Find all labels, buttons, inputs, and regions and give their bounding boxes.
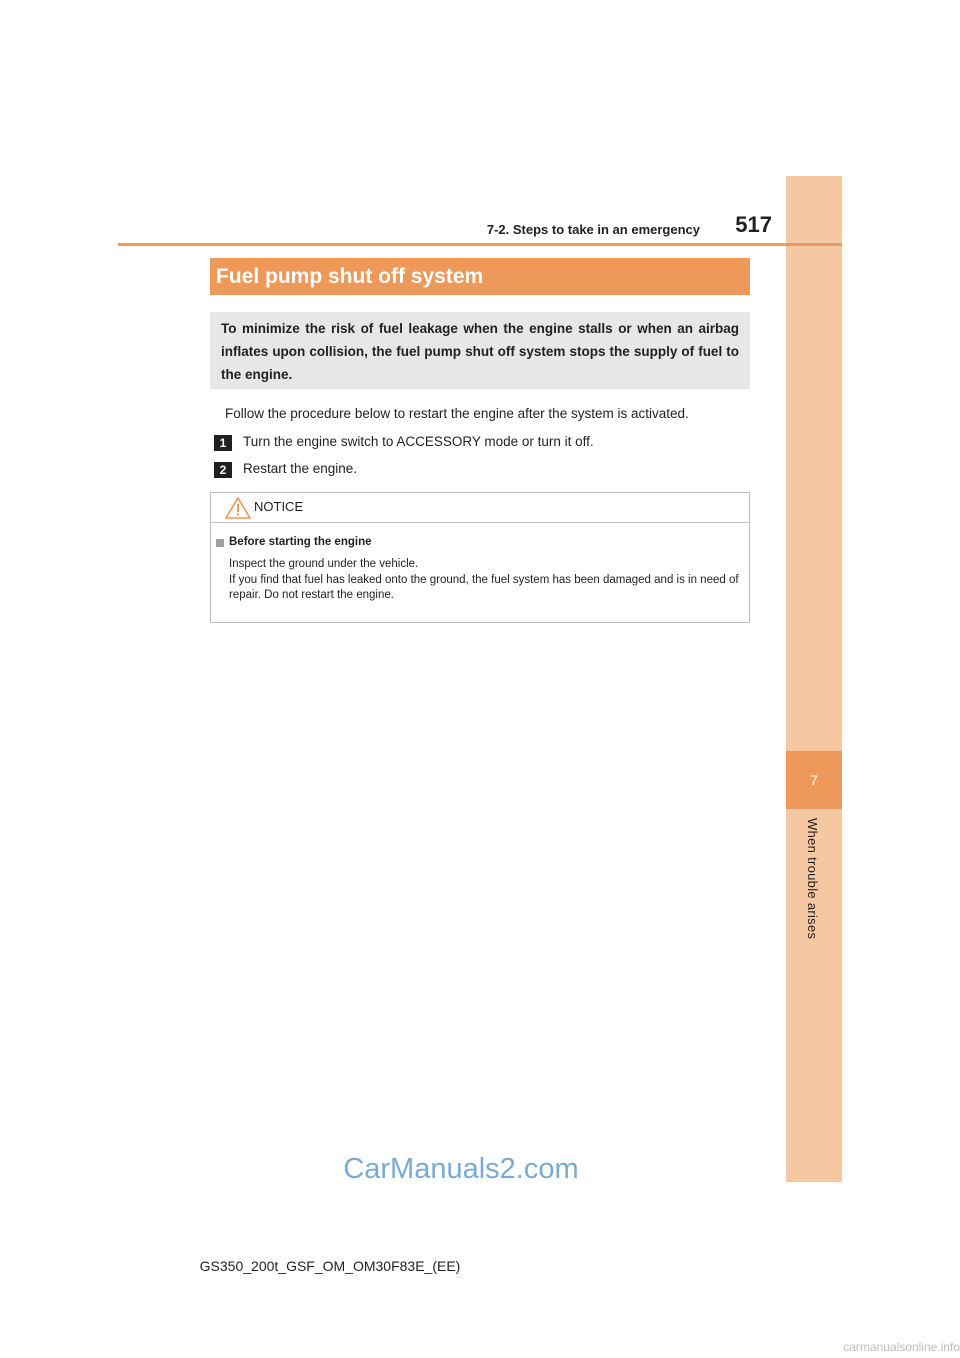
procedure-intro: Follow the procedure below to restart the engine after the system is activated. — [225, 406, 689, 421]
side-tab — [786, 176, 842, 1182]
watermark-bottom: carmanualsonline.info — [843, 1340, 960, 1354]
notice-box — [210, 492, 750, 623]
chapter-number-tab[interactable]: 7 — [786, 751, 842, 809]
warning-triangle-icon — [225, 497, 251, 519]
step-text-1: Turn the engine switch to ACCESSORY mode or turn it off. — [243, 434, 594, 449]
square-bullet-icon — [216, 539, 224, 547]
intro-text: To minimize the risk of fuel leakage when the engine stalls or when an airbag inflates upon collision, the fuel pump shut off system stops the supply of fuel to the engine. — [221, 321, 739, 382]
notice-body — [229, 557, 741, 604]
notice-line-1: Inspect the ground under the vehicle. — [229, 558, 419, 570]
header-section-title: 7-2. Steps to take in an emergency — [486, 222, 700, 237]
watermark-link[interactable]: CarManuals2.com — [343, 1153, 579, 1185]
chapter-label: When trouble arises — [805, 818, 820, 940]
header-rule — [118, 243, 842, 246]
notice-line-2: If you find that fuel has leaked onto the ground, the fuel system has been damaged and is in need of repair. Do not restart the engine. — [229, 573, 739, 601]
step-number-1: 1 — [214, 435, 232, 451]
notice-header — [211, 493, 749, 523]
intro-box — [210, 312, 750, 389]
footer-document-code: GS350_200t_GSF_OM_OM30F83E_(EE) — [199, 1258, 461, 1274]
section-title: Fuel pump shut off system — [210, 258, 750, 295]
notice-label: NOTICE — [254, 499, 304, 514]
step-text-2: Restart the engine. — [243, 461, 358, 476]
notice-heading: Before starting the engine — [229, 536, 372, 548]
page-number: 517 — [735, 212, 772, 237]
step-number-2: 2 — [214, 462, 232, 478]
